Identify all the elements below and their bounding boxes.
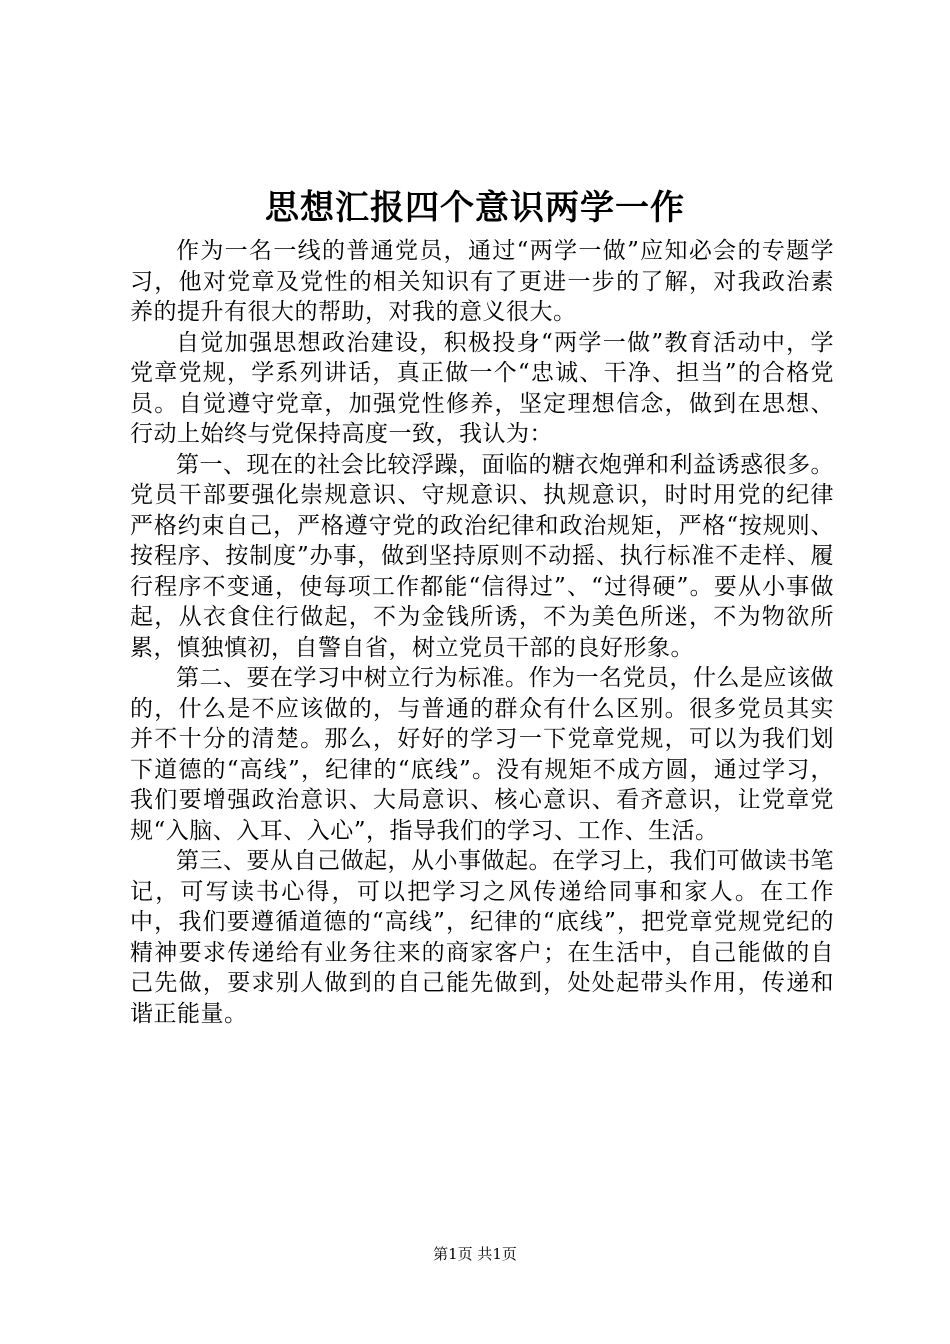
page-footer: 第1页 共1页: [433, 1245, 517, 1263]
document-title: 思想汇报四个意识两学一作: [265, 188, 685, 228]
paragraph-2: 自觉加强思想政治建设，积极投身“两学一做”教育活动中，学党章党规，学系列讲话，真正做一个“忠诚、干净、担当”的合格党员。自觉遵守党章，加强党性修养，坚定理想信念，做到在思想、行动上始终与党保持高度一致，我认为：: [130, 329, 834, 447]
paragraph-1: 作为一名一线的普通党员，通过“两学一做”应知必会的专题学习，他对党章及党性的相关知识有了更进一步的了解，对我政治素养的提升有很大的帮助，对我的意义很大。: [130, 238, 834, 325]
paragraph-3: 第一、现在的社会比较浮躁，面临的糖衣炮弹和利益诱惑很多。党员干部要强化崇规意识、守规意识、执规意识，时时用党的纪律严格约束自己，严格遵守党的政治纪律和政治规矩，严格“按规则、按程序、按制度”办事，做到坚持原则不动摇、执行标准不走样、履行程序不变通，使每项工作都能“信得过”、“过得硬”。要从小事做起，从衣食住行做起，不为金钱所诱，不为美色所迷，不为物欲所累，慎独慎初，自警自省，树立党员干部的良好形象。: [130, 451, 834, 661]
paragraph-4: 第二、要在学习中树立行为标准。作为一名党员，什么是应该做的，什么是不应该做的，与普通的群众有什么区别。很多党员其实并不十分的清楚。那么，好好的学习一下党章党规，可以为我们划下道德的“高线”，纪律的“底线”。没有规矩不成方圆，通过学习，我们要增强政治意识、大局意识、核心意识、看齐意识，让党章党规“入脑、入耳、入心”，指导我们的学习、工作、生活。: [130, 665, 834, 844]
document-body: [130, 236, 834, 1029]
paragraph-5: 第三、要从自己做起，从小事做起。在学习上，我们可做读书笔记，可写读书心得，可以把学习之风传递给同事和家人。在工作中，我们要遵循道德的“高线”，纪律的“底线”，把党章党规党纪的精神要求传递给有业务往来的商家客户；在生活中，自己能做的自己先做，要求别人做到的自己能先做到，处处起带头作用，传递和谐正能量。: [130, 848, 834, 1027]
